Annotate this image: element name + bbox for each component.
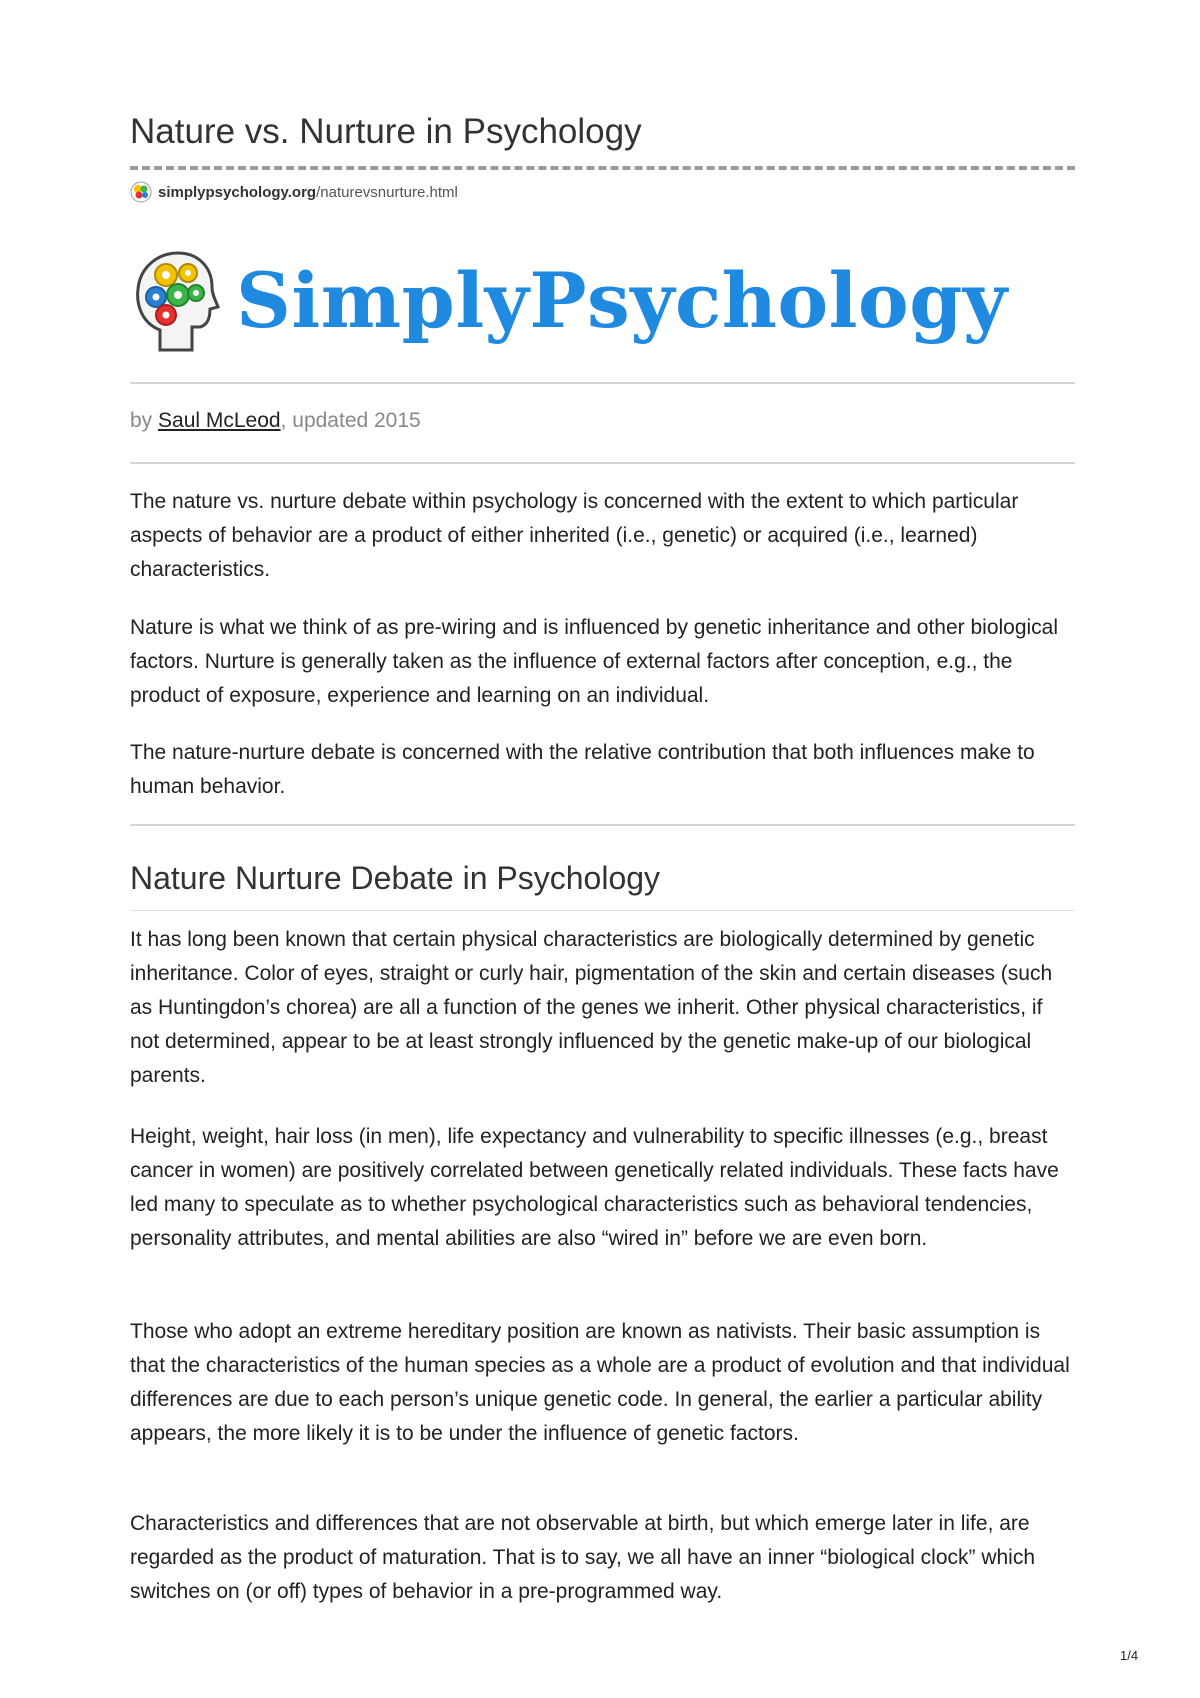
intro-paragraph: Nature is what we think of as pre-wiring and is influenced by genetic inheritance and other biological factors. Nurture is generally taken as the influence of external factors after conception, e.g., the product of exposure, experience and learning on an individual.	[130, 616, 1059, 707]
source-url[interactable]	[130, 180, 458, 204]
body-paragraph: It has long been known that certain physical characteristics are biologically determined by genetic inheritance. Color of eyes, straight or curly hair, pigmentation of the skin and certain diseases (such as Huntingdon’s chorea) are all a function of the genes we inherit. Other physical characteristics, if not determined, appear to be at least strongly influenced by the genetic make-up of our biological parents.	[130, 928, 1053, 1087]
body-paragraph: Height, weight, hair loss (in men), life expectancy and vulnerability to specific illnesses (e.g., breast cancer in women) are positively correlated between genetically related individuals. These facts have led many to speculate as to whether psychological characteristics such as behavioral tendencies, personality attributes, and mental abilities are also “wired in” before we are even born.	[130, 1125, 1059, 1250]
page-title: Nature vs. Nurture in Psychology	[130, 112, 642, 151]
site-logo[interactable]	[130, 240, 1075, 360]
heading-underline	[130, 910, 1075, 911]
byline-prefix: by	[130, 409, 159, 432]
source-domain: simplypsychology.org	[158, 183, 317, 201]
intro-paragraph: The nature-nurture debate is concerned with the relative contribution that both influences make to human behavior.	[130, 741, 1035, 798]
byline-updated: , updated 2015	[280, 409, 421, 432]
head-gears-logo-icon	[130, 245, 220, 355]
author-link[interactable]: Saul McLeod	[158, 409, 281, 432]
divider	[130, 462, 1075, 464]
page-number: 1/4	[1120, 1648, 1139, 1663]
byline	[130, 409, 421, 433]
intro-paragraph: The nature vs. nurture debate within psychology is concerned with the extent to which particular aspects of behavior are a product of either inherited (i.e., genetic) or acquired (i.e., learned) characteristics.	[130, 490, 1019, 581]
body-paragraph: Those who adopt an extreme hereditary position are known as nativists. Their basic assumption is that the characteristics of the human species as a whole are a product of evolution and that individual differences are due to each person’s unique genetic code. In general, the earlier a particular ability appears, the more likely it is to be under the influence of genetic factors.	[130, 1320, 1070, 1445]
divider	[130, 382, 1075, 384]
site-favicon-icon	[130, 181, 152, 203]
title-divider	[130, 166, 1075, 170]
logo-wordmark: SimplyPsychology	[236, 255, 1008, 345]
section-heading: Nature Nurture Debate in Psychology	[130, 860, 661, 896]
divider	[130, 824, 1075, 826]
source-path: /naturevsnurture.html	[316, 183, 458, 201]
body-paragraph: Characteristics and differences that are not observable at birth, but which emerge later in life, are regarded as the product of maturation. That is to say, we all have an inner “biological clock” which switches on (or off) types of behavior in a pre-programmed way.	[130, 1512, 1036, 1603]
